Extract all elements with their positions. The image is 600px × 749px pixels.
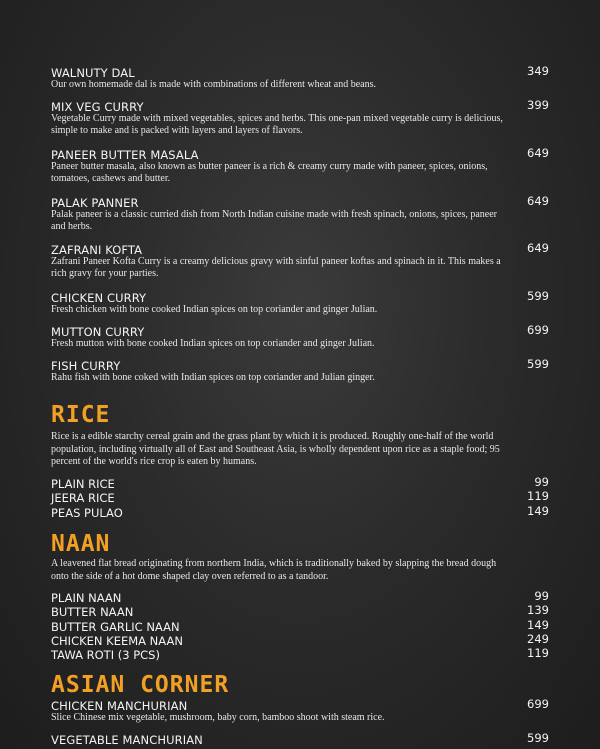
item-description: Fresh chicken with bone cooked Indian spices on top coriander and ginger Julian.	[51, 304, 378, 315]
menu-item-chicken-curry	[51, 289, 549, 316]
item-price: 399	[527, 98, 549, 112]
item-description: Vegetable Curry made with mixed vegetables, spices and herbs. This one-pan mixed vegetable curry is delicious, simple to make and is packed with layers and layers of flavors.	[51, 113, 503, 136]
item-description: Our own homemade dal is made with combinations of different wheat and beans.	[51, 79, 377, 90]
item-price: 99	[534, 589, 549, 603]
list-item	[51, 475, 549, 489]
menu-item-mix-veg-curry	[51, 98, 549, 137]
item-description: Slice Chinese mix vegetable, mushroom, baby corn, bamboo shoot with steam rice.	[51, 712, 385, 723]
item-name: WALNUTY DAL	[51, 66, 135, 80]
item-price: 649	[527, 146, 549, 160]
list-item	[51, 603, 549, 620]
item-price: 119	[527, 646, 549, 661]
item-name: FISH CURRY	[51, 359, 121, 373]
item-name: MUTTON CURRY	[51, 325, 145, 339]
item-price: 149	[527, 617, 549, 632]
item-price: 149	[527, 503, 549, 518]
item-name: CHICKEN KEEMA NAAN	[51, 633, 183, 648]
item-name: PANEER BUTTER MASALA	[51, 148, 199, 162]
menu-item-fish-curry	[51, 357, 549, 384]
list-item	[51, 504, 549, 518]
naan-list	[51, 589, 549, 663]
list-item	[51, 632, 549, 646]
item-price: 119	[527, 489, 549, 504]
item-price: 649	[527, 194, 549, 208]
item-name: CHICKEN CURRY	[51, 291, 147, 305]
item-price: 699	[527, 697, 549, 711]
item-name: TAWA ROTI (3 PCS)	[51, 648, 160, 663]
rice-list	[51, 475, 549, 518]
item-description: Paneer butter masala, also known as butter paneer is a rich & creamy curry made with paneer, spices, onions, tomatoes, cashews and butter.	[51, 161, 488, 184]
item-description: Zafrani Paneer Kofta Curry is a creamy delicious gravy with sinful paneer koftas and spinach in it. This makes a rich gravy for your parties.	[51, 256, 501, 279]
item-price: 699	[527, 323, 549, 337]
list-item	[51, 589, 549, 603]
list-item	[51, 489, 549, 506]
item-name: ZAFRANI KOFTA	[51, 243, 143, 257]
item-price: 249	[527, 631, 549, 646]
item-price: 599	[527, 289, 549, 303]
item-name: BUTTER NAAN	[51, 605, 134, 620]
item-description: Palak paneer is a classic curried dish from North Indian cuisine made with fresh spinach, onions, spices, paneer and herbs.	[51, 209, 497, 232]
item-name: MIX VEG CURRY	[51, 100, 144, 114]
list-item	[51, 646, 549, 663]
menu-item-mutton-curry	[51, 323, 549, 350]
section-title-naan: NAAN	[51, 531, 111, 557]
item-name: PLAIN NAAN	[51, 591, 122, 605]
menu-item-paneer-butter-masala	[51, 146, 549, 185]
section-title-rice: RICE	[51, 402, 111, 428]
item-name: PLAIN RICE	[51, 477, 115, 491]
menu-item-chicken-manchurian	[51, 697, 549, 724]
section-description-naan: A leavened flat bread originating from northern India, which is traditionally baked by slapping the bread dough onto the side of a hot dome shaped clay oven referred to as a tandoor.	[51, 558, 497, 582]
item-name: JEERA RICE	[51, 491, 115, 506]
list-item	[51, 618, 549, 632]
item-name: BUTTER GARLIC NAAN	[51, 619, 180, 634]
item-name: PALAK PANNER	[51, 196, 139, 210]
menu-item-palak-panner	[51, 194, 549, 233]
item-price: 99	[534, 475, 549, 489]
item-price: 349	[527, 64, 549, 78]
item-name: PEAS PULAO	[51, 505, 123, 520]
item-price: 649	[527, 241, 549, 255]
item-description: Rahu fish with bone coked with Indian spices on top coriander and Julian ginger.	[51, 372, 375, 383]
menu-item-zafrani-kofta	[51, 241, 549, 280]
menu-item-vegetable-manchurian	[51, 731, 549, 746]
item-price: 139	[527, 603, 549, 618]
section-title-asian-corner: ASIAN CORNER	[51, 672, 230, 698]
item-name: CHICKEN MANCHURIAN	[51, 699, 188, 713]
menu-item-walnuty-dal	[51, 64, 549, 91]
item-price: 599	[527, 731, 549, 745]
item-description: Fresh mutton with bone cooked Indian spices on top coriander and ginger Julian.	[51, 338, 375, 349]
item-name: VEGETABLE MANCHURIAN	[51, 733, 203, 747]
item-price: 599	[527, 357, 549, 371]
section-description-rice: Rice is a edible starchy cereal grain and the grass plant by which it is produced. Roughly one-half of the world population, including virtually all of East and Southeast Asia, is wholly dependent upon rice as a staple food; 95 percent of the world's rice crop is eaten by humans.	[51, 431, 500, 467]
